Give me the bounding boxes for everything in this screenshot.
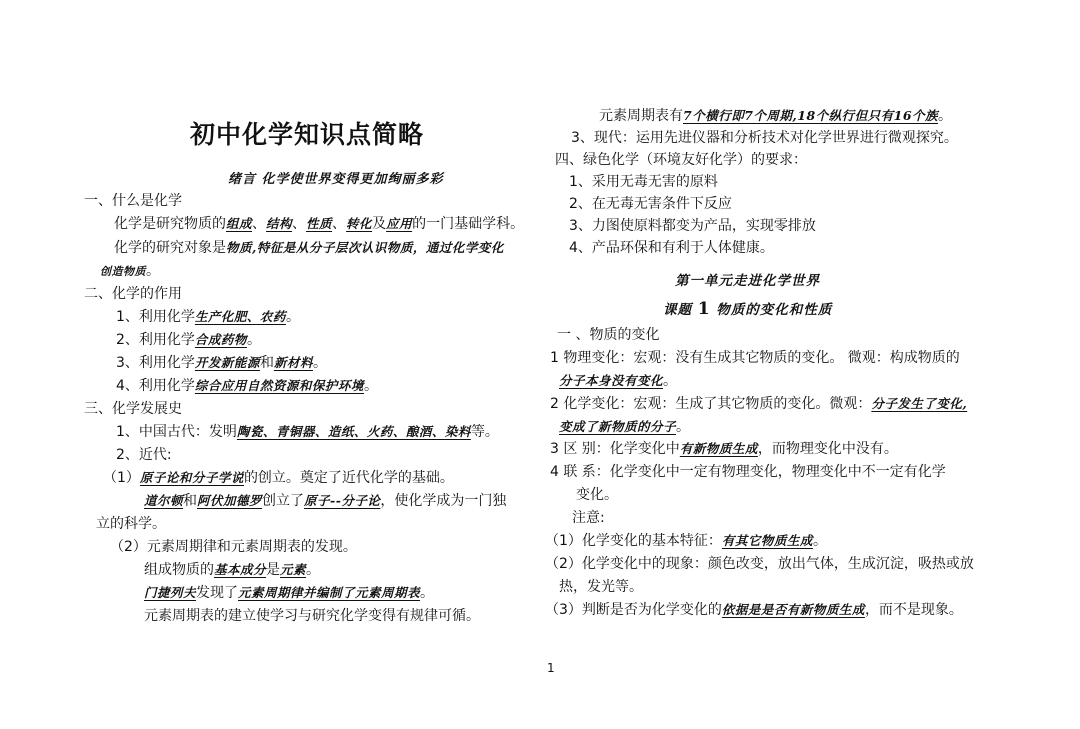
section-heading-history: 三、化学发展史	[84, 401, 182, 417]
change-difference	[550, 439, 898, 459]
history-modern-1	[103, 468, 454, 488]
key-term: 合成药物	[194, 332, 247, 347]
key-term: 原子--分子论	[304, 493, 381, 508]
text: 。	[812, 533, 827, 549]
periodic-table-line	[599, 106, 952, 126]
key-term: 7个横行即7个周期,18个纵行但只有16个族	[683, 108, 939, 123]
text: （1）化学变化的基本特征：	[545, 533, 722, 549]
document-title: 初中化学知识点简略	[190, 120, 425, 149]
text: 组成物质的	[144, 562, 214, 578]
text: 1、中国古代：发明	[116, 424, 237, 440]
text: 课题	[663, 302, 692, 318]
list-item-history-1	[116, 422, 499, 442]
change-relation: 4 联 系：化学变化中一定有物理变化，物理变化中不一定有化学	[550, 464, 946, 480]
note-item-1	[545, 531, 827, 551]
text: 发现了	[196, 585, 239, 601]
history-modern-1c: 立的科学。	[96, 516, 166, 532]
key-term: 陶瓷、青铜器、造纸、火药、酿酒、染料	[236, 424, 471, 439]
text: ，使化学成为一门独	[380, 493, 507, 509]
key-term: 转化	[346, 216, 373, 231]
history-modern-2c	[144, 583, 434, 603]
paragraph-object-cont	[100, 261, 160, 282]
text: 。	[363, 378, 378, 394]
history-modern-2: （2）元素周期律和元素周期表的发现。	[110, 539, 357, 555]
green-item-1: 1、采用无毒无害的原料	[569, 174, 718, 190]
key-term: 有其它物质生成	[721, 533, 813, 548]
page-number: 1	[547, 661, 555, 675]
history-modern-3: 3、现代：运用先进仪器和分析技术对化学世界进行微观探究。	[571, 130, 958, 146]
green-item-2: 2、在无毒无害条件下反应	[569, 196, 732, 212]
lesson-number: 1	[697, 299, 711, 319]
section-heading-green-chemistry: 四、绿色化学（环境友好化学）的要求：	[555, 152, 807, 168]
text: 元素周期表有	[599, 108, 683, 124]
text: ，而不是现象。	[864, 602, 963, 618]
history-modern-1b	[144, 491, 506, 511]
text: 和	[183, 493, 198, 509]
paragraph-definition	[114, 214, 524, 234]
text: 的一门基础学科。	[412, 216, 525, 232]
text: 。	[663, 373, 678, 389]
text: 。	[306, 562, 321, 578]
history-modern-2d: 元素周期表的建立使学习与研究化学变得有规律可循。	[144, 608, 480, 624]
key-term: 依据是是否有新物质生成	[721, 602, 865, 617]
key-term: 应用	[386, 216, 413, 231]
note-item-3	[545, 600, 963, 620]
text: 化学的研究对象是	[114, 240, 226, 256]
key-term: 有新物质生成	[679, 441, 758, 456]
key-term: 变成了新物质的分子	[559, 419, 677, 434]
section-heading-change: 一 、物质的变化	[557, 327, 660, 343]
key-term: 基本成分	[214, 562, 267, 577]
text: 物质的变化和性质	[716, 302, 833, 318]
change-chemical-cont	[559, 417, 690, 437]
text: 。	[420, 585, 435, 601]
text: 创立了	[262, 493, 305, 509]
text: 、	[332, 216, 347, 232]
key-term: 开发新能源	[194, 355, 260, 370]
text: 。	[285, 309, 300, 325]
text: 等。	[470, 424, 499, 440]
key-term: 生产化肥、农药	[194, 309, 286, 324]
text: 2 化学变化：宏观：生成了其它物质的变化。微观：	[550, 396, 872, 412]
list-item-role-1	[116, 307, 300, 327]
key-term: 创造物质	[100, 265, 146, 278]
text: 。	[246, 332, 261, 348]
text: 。	[146, 263, 160, 279]
key-term: 原子论和分子学说	[139, 470, 244, 485]
change-physical: 1 物理变化：宏观：没有生成其它物质的变化。 微观：构成物质的	[550, 350, 960, 366]
list-item-role-3	[116, 353, 327, 373]
text: 化学是研究物质的	[114, 216, 226, 232]
key-term: 结构	[266, 216, 293, 231]
green-item-4: 4、产品环保和有利于人体健康。	[569, 240, 774, 256]
text: 、	[292, 216, 307, 232]
key-term: 阿伏加德罗	[197, 493, 263, 508]
note-label: 注意:	[572, 510, 605, 526]
text: 4、利用化学	[116, 378, 195, 394]
text: （3）判断是否为化学变化的	[545, 602, 722, 618]
text: 。	[938, 108, 953, 124]
unit-heading: 第一单元走进化学世界	[675, 273, 820, 289]
text: ，而物理变化中没有。	[757, 441, 898, 457]
lesson-heading	[663, 298, 832, 319]
key-term: 分子本身没有变化	[559, 373, 664, 388]
key-term: 性质	[306, 216, 333, 231]
change-relation-cont: 变化。	[576, 487, 618, 503]
text: 、	[252, 216, 267, 232]
list-item-role-2	[116, 330, 261, 350]
change-physical-cont	[559, 371, 677, 391]
list-item-role-4	[116, 376, 378, 396]
list-item-history-2: 2、近代:	[116, 447, 172, 463]
key-term: 道尔顿	[144, 493, 184, 508]
paragraph-object	[114, 238, 504, 258]
change-chemical	[550, 394, 967, 414]
text: （1）	[103, 470, 140, 486]
key-term: 物质,特征是从分子层次认识物质，通过化学变化	[226, 240, 504, 255]
text: 3 区 别：化学变化中	[550, 441, 680, 457]
section-heading-role: 二、化学的作用	[84, 286, 182, 302]
key-term: 分子发生了变化,	[871, 396, 968, 411]
text: 及	[372, 216, 387, 232]
section-heading-what-is-chemistry: 一、什么是化学	[84, 193, 182, 209]
note-item-2-cont: 热，发光等。	[559, 579, 643, 595]
key-term: 门捷列夫	[144, 585, 197, 600]
text: 是	[266, 562, 281, 578]
history-modern-2b	[144, 560, 320, 580]
key-term: 综合应用自然资源和保护环境	[194, 378, 364, 393]
introduction-subtitle: 绪言 化学使世界变得更加绚丽多彩	[228, 172, 444, 187]
text: 3、利用化学	[116, 355, 195, 371]
key-term: 组成	[226, 216, 253, 231]
key-term: 新材料	[273, 355, 313, 370]
text: 和	[259, 355, 274, 371]
text: 。	[676, 419, 691, 435]
green-item-3: 3、力图使原料都变为产品，实现零排放	[569, 218, 816, 234]
key-term: 元素	[280, 562, 307, 577]
text: 1、利用化学	[116, 309, 195, 325]
key-term: 元素周期律并编制了元素周期表	[238, 585, 421, 600]
text: 的创立。奠定了近代化学的基础。	[243, 470, 454, 486]
note-item-2: （2）化学变化中的现象：颜色改变，放出气体，生成沉淀，吸热或放	[545, 556, 974, 572]
text: 2、利用化学	[116, 332, 195, 348]
text: 。	[312, 355, 327, 371]
